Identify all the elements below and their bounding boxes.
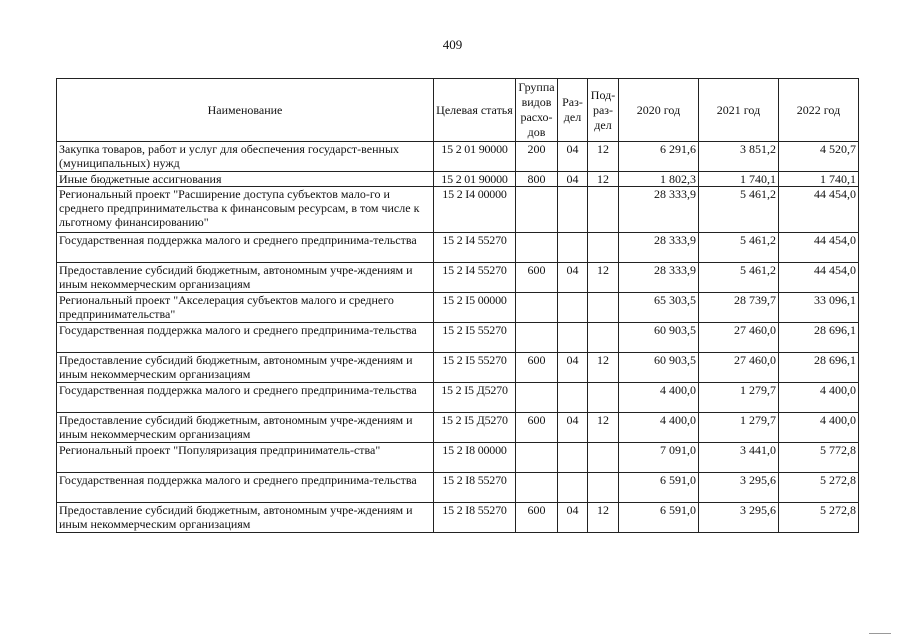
table-row xyxy=(57,413,859,443)
row-target-article: 15 2 I8 55270 xyxy=(434,473,516,503)
row-2021: 3 851,2 xyxy=(699,142,779,172)
row-target-article: 15 2 I5 55270 xyxy=(434,323,516,353)
row-section: 04 xyxy=(558,263,588,293)
row-2020: 6 591,0 xyxy=(619,503,699,533)
row-name: Региональный проект "Акселерация субъектов малого и среднего предпринимательства" xyxy=(57,293,434,323)
row-2020: 28 333,9 xyxy=(619,233,699,263)
row-2022: 4 400,0 xyxy=(779,383,859,413)
row-expense-group xyxy=(516,293,558,323)
row-expense-group xyxy=(516,473,558,503)
row-section: 04 xyxy=(558,503,588,533)
row-2021: 5 461,2 xyxy=(699,187,779,233)
header-expense-group: Группа видов расхо-дов xyxy=(516,79,558,142)
row-2020: 1 802,3 xyxy=(619,172,699,187)
page-number: 409 xyxy=(442,37,463,52)
row-target-article: 15 2 01 90000 xyxy=(434,142,516,172)
header-subsection: Под-раз-дел xyxy=(588,79,619,142)
row-2022: 44 454,0 xyxy=(779,233,859,263)
row-expense-group xyxy=(516,233,558,263)
header-section: Раз-дел xyxy=(558,79,588,142)
row-2022: 1 740,1 xyxy=(779,172,859,187)
row-2021: 3 295,6 xyxy=(699,503,779,533)
row-name: Региональный проект "Популяризация предприниматель-ства" xyxy=(57,443,434,473)
row-2022: 33 096,1 xyxy=(779,293,859,323)
row-2020: 4 400,0 xyxy=(619,413,699,443)
header-year-2021: 2021 год xyxy=(699,79,779,142)
table-row xyxy=(57,233,859,263)
row-subsection: 12 xyxy=(588,503,619,533)
row-target-article: 15 2 I5 Д5270 xyxy=(434,383,516,413)
row-2020: 28 333,9 xyxy=(619,263,699,293)
row-target-article: 15 2 I8 55270 xyxy=(434,503,516,533)
row-target-article: 15 2 I4 55270 xyxy=(434,233,516,263)
row-subsection: 12 xyxy=(588,413,619,443)
row-expense-group: 600 xyxy=(516,503,558,533)
header-target-article: Целевая статья xyxy=(434,79,516,142)
table-row xyxy=(57,172,859,187)
row-name: Предоставление субсидий бюджетным, автономным учре-ждениям и иным некоммерческим организациям xyxy=(57,413,434,443)
row-2021: 5 461,2 xyxy=(699,263,779,293)
row-expense-group xyxy=(516,443,558,473)
row-target-article: 15 2 I4 00000 xyxy=(434,187,516,233)
table-header-row xyxy=(57,79,859,142)
table-row xyxy=(57,263,859,293)
row-subsection: 12 xyxy=(588,353,619,383)
row-subsection: 12 xyxy=(588,263,619,293)
table-row xyxy=(57,323,859,353)
row-2020: 6 591,0 xyxy=(619,473,699,503)
row-2022: 28 696,1 xyxy=(779,323,859,353)
row-subsection xyxy=(588,233,619,263)
row-name: Предоставление субсидий бюджетным, автономным учре-ждениям и иным некоммерческим организациям xyxy=(57,503,434,533)
row-2020: 60 903,5 xyxy=(619,323,699,353)
row-2021: 27 460,0 xyxy=(699,323,779,353)
row-expense-group xyxy=(516,187,558,233)
row-2022: 4 400,0 xyxy=(779,413,859,443)
row-name: Государственная поддержка малого и среднего предпринима-тельства xyxy=(57,473,434,503)
row-2020: 65 303,5 xyxy=(619,293,699,323)
row-name: Государственная поддержка малого и среднего предпринима-тельства xyxy=(57,323,434,353)
page-corner-mark xyxy=(869,630,891,634)
header-name: Наименование xyxy=(57,79,434,142)
row-2021: 3 441,0 xyxy=(699,443,779,473)
row-expense-group: 600 xyxy=(516,413,558,443)
table-row xyxy=(57,473,859,503)
row-name: Предоставление субсидий бюджетным, автономным учре-ждениям и иным некоммерческим организациям xyxy=(57,353,434,383)
row-expense-group xyxy=(516,383,558,413)
row-subsection xyxy=(588,323,619,353)
row-2020: 60 903,5 xyxy=(619,353,699,383)
row-subsection xyxy=(588,187,619,233)
row-2020: 28 333,9 xyxy=(619,187,699,233)
header-year-2020: 2020 год xyxy=(619,79,699,142)
row-target-article: 15 2 I4 55270 xyxy=(434,263,516,293)
row-name: Региональный проект "Расширение доступа субъектов мало-го и среднего предпринимательства к финансовым ресурсам, в том числе к льготному финансированию" xyxy=(57,187,434,233)
row-expense-group: 600 xyxy=(516,353,558,383)
row-2022: 44 454,0 xyxy=(779,187,859,233)
row-expense-group: 600 xyxy=(516,263,558,293)
row-name: Закупка товаров, работ и услуг для обеспечения государст-венных (муниципальных) нужд xyxy=(57,142,434,172)
row-target-article: 15 2 I5 Д5270 xyxy=(434,413,516,443)
table-row xyxy=(57,383,859,413)
row-2020: 7 091,0 xyxy=(619,443,699,473)
row-2021: 27 460,0 xyxy=(699,353,779,383)
row-section xyxy=(558,473,588,503)
row-expense-group: 800 xyxy=(516,172,558,187)
row-section xyxy=(558,293,588,323)
row-section xyxy=(558,383,588,413)
row-target-article: 15 2 I5 00000 xyxy=(434,293,516,323)
table-row xyxy=(57,187,859,233)
row-section: 04 xyxy=(558,172,588,187)
table-row xyxy=(57,142,859,172)
table-row xyxy=(57,443,859,473)
row-2022: 5 272,8 xyxy=(779,473,859,503)
row-target-article: 15 2 I5 55270 xyxy=(434,353,516,383)
budget-table xyxy=(56,78,859,533)
row-section xyxy=(558,187,588,233)
row-2020: 6 291,6 xyxy=(619,142,699,172)
row-subsection xyxy=(588,443,619,473)
row-section xyxy=(558,323,588,353)
table-row xyxy=(57,353,859,383)
row-subsection xyxy=(588,473,619,503)
table-row xyxy=(57,293,859,323)
row-2022: 28 696,1 xyxy=(779,353,859,383)
row-subsection xyxy=(588,383,619,413)
row-section: 04 xyxy=(558,353,588,383)
row-subsection: 12 xyxy=(588,142,619,172)
row-expense-group xyxy=(516,323,558,353)
row-2021: 3 295,6 xyxy=(699,473,779,503)
row-2022: 5 272,8 xyxy=(779,503,859,533)
row-target-article: 15 2 I8 00000 xyxy=(434,443,516,473)
row-name: Предоставление субсидий бюджетным, автономным учре-ждениям и иным некоммерческим организациям xyxy=(57,263,434,293)
row-section xyxy=(558,443,588,473)
row-2020: 4 400,0 xyxy=(619,383,699,413)
header-year-2022: 2022 год xyxy=(779,79,859,142)
row-section xyxy=(558,233,588,263)
row-expense-group: 200 xyxy=(516,142,558,172)
row-2021: 1 740,1 xyxy=(699,172,779,187)
row-2022: 44 454,0 xyxy=(779,263,859,293)
row-subsection: 12 xyxy=(588,172,619,187)
row-2021: 1 279,7 xyxy=(699,413,779,443)
row-name: Иные бюджетные ассигнования xyxy=(57,172,434,187)
row-2021: 1 279,7 xyxy=(699,383,779,413)
row-target-article: 15 2 01 90000 xyxy=(434,172,516,187)
row-subsection xyxy=(588,293,619,323)
row-2021: 5 461,2 xyxy=(699,233,779,263)
row-2022: 5 772,8 xyxy=(779,443,859,473)
row-name: Государственная поддержка малого и среднего предпринима-тельства xyxy=(57,233,434,263)
row-section: 04 xyxy=(558,413,588,443)
row-2022: 4 520,7 xyxy=(779,142,859,172)
row-2021: 28 739,7 xyxy=(699,293,779,323)
table-row xyxy=(57,503,859,533)
row-section: 04 xyxy=(558,142,588,172)
row-name: Государственная поддержка малого и среднего предпринима-тельства xyxy=(57,383,434,413)
